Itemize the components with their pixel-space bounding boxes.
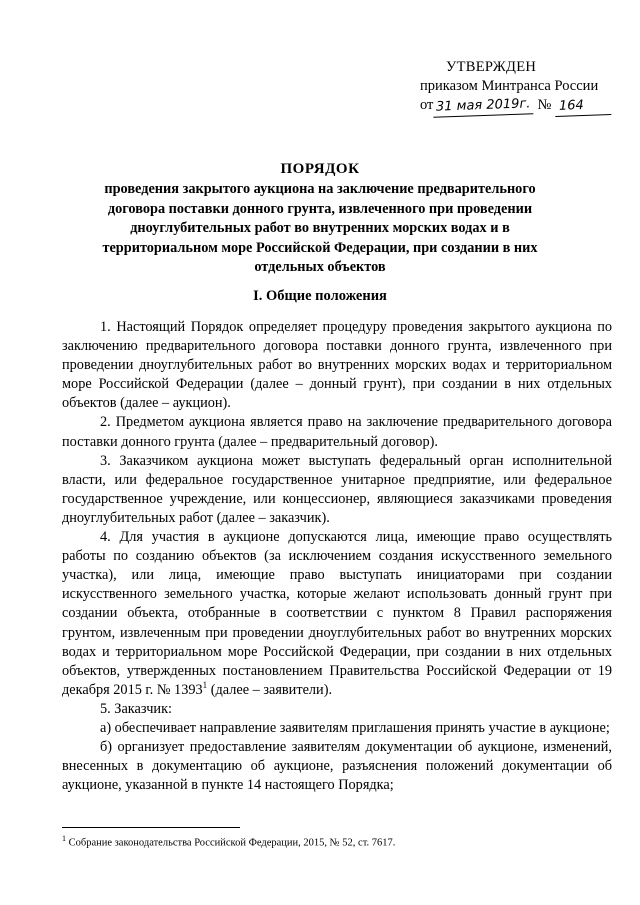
paragraph-3: 3. Заказчиком аукциона может выступать федеральный орган исполнительной власти, или федеральное государственное унитарное предприятие, или федеральное государственное учреждение, или концессионер, являющиеся заказчиками проведения дноуглубительных работ (далее – заказчик).	[62, 452, 612, 526]
paragraph-5b: б) организует предоставление заявителям документации об аукционе, изменений, внесенных в документацию об аукционе, разъяснения положений документации об аукционе, указанной в пункте 14 настоящего Порядка;	[62, 739, 612, 794]
document-body	[62, 318, 612, 795]
footnote-divider	[62, 827, 240, 828]
paragraph-2: 2. Предметом аукциона является право на заключение предварительного договора поставки донного грунта (далее – предварительный договор).	[62, 414, 612, 450]
approval-number-label: №	[537, 97, 552, 113]
approval-title: УТВЕРЖДЕН	[446, 59, 537, 75]
approval-number-handwritten: 164	[555, 95, 612, 117]
document-title: ПОРЯДОК	[280, 161, 360, 177]
paragraph-5a: а) обеспечивает направление заявителям приглашения принять участие в аукционе;	[100, 719, 610, 736]
approval-stamp	[420, 58, 620, 116]
footnote-marker: 1	[62, 834, 66, 843]
paragraph-5: 5. Заказчик:	[100, 700, 173, 717]
document-subtitle: проведения закрытого аукциона на заключение предварительного договора поставки донного грунта, извлеченного при проведении дноуглубительных работ во внутренних морских водах и в территориальном море Российской Федерации, при создании в них отдельных объектов	[102, 181, 538, 275]
paragraph-4-tail: (далее – заявители).	[207, 681, 333, 698]
footnote-text: Собрание законодательства Российской Федерации, 2015, № 52, ст. 7617.	[66, 837, 396, 849]
paragraph-1: 1. Настоящий Порядок определяет процедуру проведения закрытого аукциона по заключению предварительного договора поставки донного грунта, извлеченного при проведении дноуглубительных работ во внутренних морских водах и территориальном море Российской Федерации (далее – донный грунт), при создании в них отдельных объектов (далее – аукцион).	[62, 319, 612, 412]
approval-from-prefix: от	[420, 97, 434, 113]
section-heading: I. Общие положения	[253, 288, 387, 304]
paragraph-4	[62, 528, 612, 700]
approval-date-handwritten: 31 мая 2019г.	[433, 94, 534, 117]
paragraph-4-main: 4. Для участия в аукционе допускаются лица, имеющие право осуществлять работы по созданию объектов (за исключением создания искусственного земельного участка), или лица, имеющие право выступать инициаторами при создании искусственного земельного участка, которые желают использовать донный грунт при создании объекта, отобранные в соответствии с пунктом 8 Правил распоряжения грунтом, извлеченным при проведении дноуглубительных работ во внутренних морских водах и территориальном море Российской Федерации, при создании в них отдельных объектов, утвержденных постановлением Правительства Российской Федерации от 19 декабря 2015 г. № 1393	[62, 529, 612, 698]
approval-date-number-row	[420, 96, 620, 116]
footnote-reference: 1	[202, 680, 208, 691]
approval-order-line: приказом Минтранса России	[420, 78, 599, 94]
footnote	[62, 832, 612, 850]
